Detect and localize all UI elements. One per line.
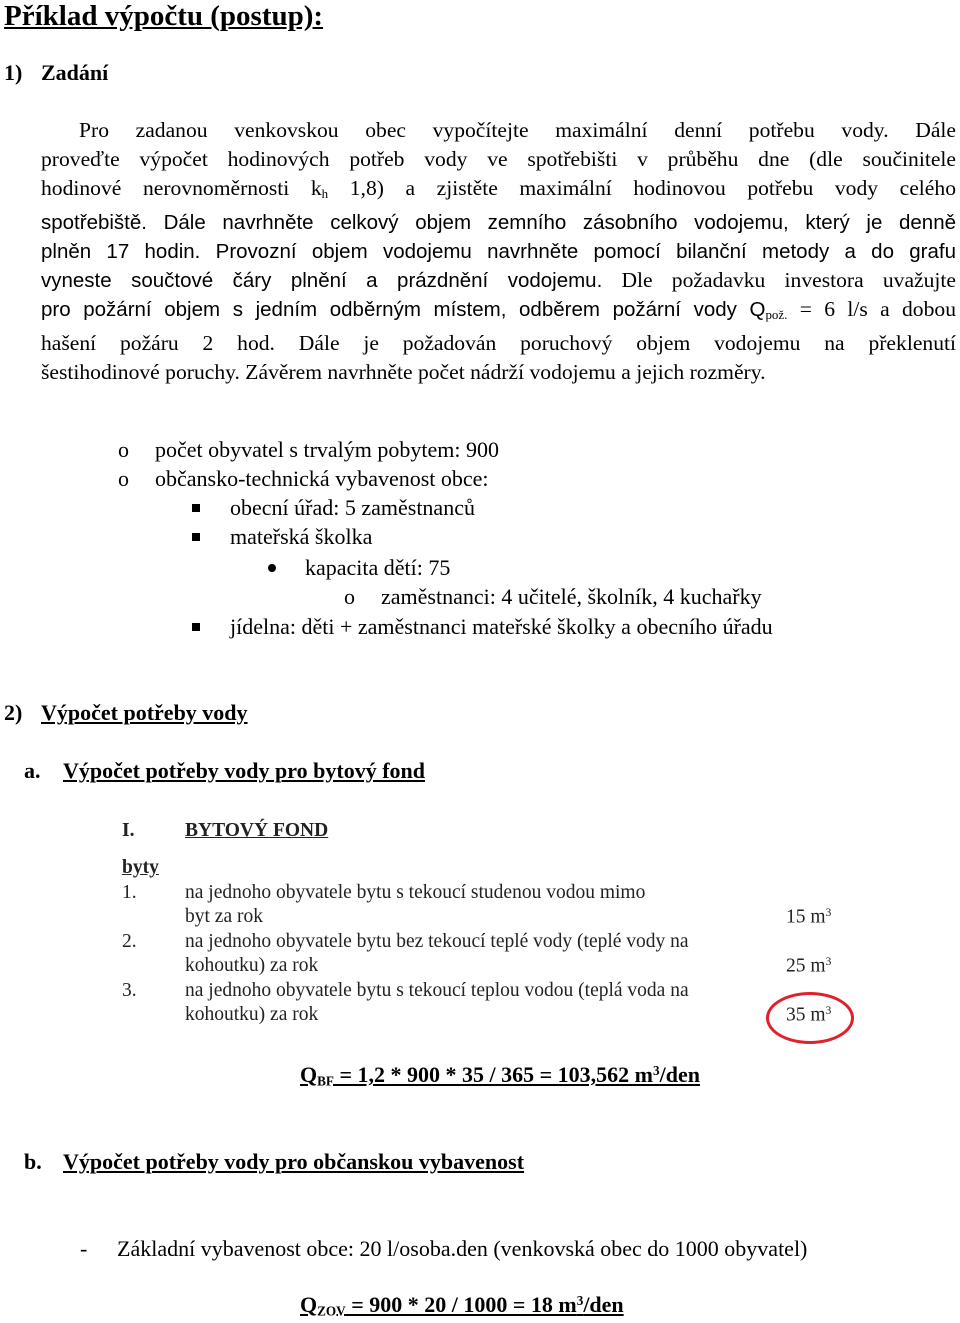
table-value: 25 $m^3$ <box>786 955 832 977</box>
subsection-b: b. Výpočet potřeby vody pro občanskou vybavenost <box>24 1149 525 1174</box>
section-vypocet: 2) Výpočet potřeby vody <box>4 700 248 725</box>
circle-bullet-icon: o <box>344 584 355 609</box>
square-bullet-icon <box>192 623 200 631</box>
list-item: o občansko-technická vybavenost obce: <box>118 466 489 491</box>
subsection-label: Výpočet potřeby vody pro občanskou vybavenost <box>63 1149 525 1174</box>
table-heading: BYTOVÝ FOND <box>185 820 329 841</box>
table-roman: I. <box>122 820 135 841</box>
circle-bullet-icon: o <box>118 437 129 462</box>
section-zadani <box>4 60 108 86</box>
assignment-paragraph <box>41 116 956 387</box>
section-label: Výpočet potřeby vody <box>41 700 248 725</box>
highlight-circle <box>766 992 854 1044</box>
subsection-a: a. Výpočet potřeby vody pro bytový fond <box>24 758 426 783</box>
table-value: 15 $m^3$ <box>786 906 832 928</box>
dash-list-item: - Základní vybavenost obce: 20 l/osoba.den (venkovská obec do 1000 obyvatel) <box>80 1236 808 1261</box>
subsection-label: Výpočet potřeby vody pro bytový fond <box>63 758 426 783</box>
formula-qzov: $Q_{ZOV} = 900 * 20 / 1000 = 18$ $m^3$/den <box>300 1292 624 1319</box>
table-value-highlighted: 35 $m^3$ <box>786 1004 832 1026</box>
dash-bullet: - <box>80 1236 88 1261</box>
para-line: pro požární objem s jedním odběrným místem, odběrem požární vody $Q_{pož.} = 6$ l/s a dobou <box>41 297 956 323</box>
list-item: o počet obyvatel s trvalým pobytem: 900 <box>118 437 499 462</box>
para-line: plněn 17 hodin. Provozní objem vodojemu navrhněte pomocí bilanční metody a do grafu <box>41 240 956 264</box>
para-line: vyneste součtové čáry plnění a prázdnění vodojemu. Dle požadavku investora uvažujte <box>41 268 956 293</box>
square-bullet-icon <box>192 504 200 512</box>
circle-bullet-icon: o <box>118 466 129 491</box>
square-bullet-icon <box>192 533 200 541</box>
para-line: šestihodinové poruchy. Závěrem navrhněte počet nádrží vodojemu a jejich rozměry. <box>41 360 766 385</box>
list-item: o zaměstnanci: 4 učitelé, školník, 4 kuchařky <box>344 584 762 609</box>
para-line: hašení požáru 2 hod. Dále je požadován poruchový objem vodojemu na překlenutí <box>41 331 956 356</box>
dot-bullet-icon <box>268 564 276 572</box>
page-title: Příklad výpočtu (postup): <box>4 0 324 32</box>
table-subheading: byty <box>122 857 159 878</box>
para-line: proveďte výpočet hodinových potřeb vody ve spotřebišti v průběhu dne (dle součinitele <box>41 147 956 171</box>
section-label: Zadání <box>41 60 109 85</box>
formula-qbf: $Q_{BF} = 1,2 * 900 * 35 / 365 = 103,562$ $m^3$/den <box>300 1062 700 1089</box>
para-line: spotřebiště. Dále navrhněte celkový objem zemního zásobního vodojemu, který je denně <box>41 211 956 235</box>
para-line: hodinové nerovnoměrnosti $k_h$ 1,8) a zjistěte maximální hodinovou potřebu vody celého <box>41 176 956 202</box>
section-number: 1) <box>4 60 23 85</box>
para-line: Pro zadanou venkovskou obec vypočítejte maximální denní potřebu vody. Dále <box>79 118 956 142</box>
